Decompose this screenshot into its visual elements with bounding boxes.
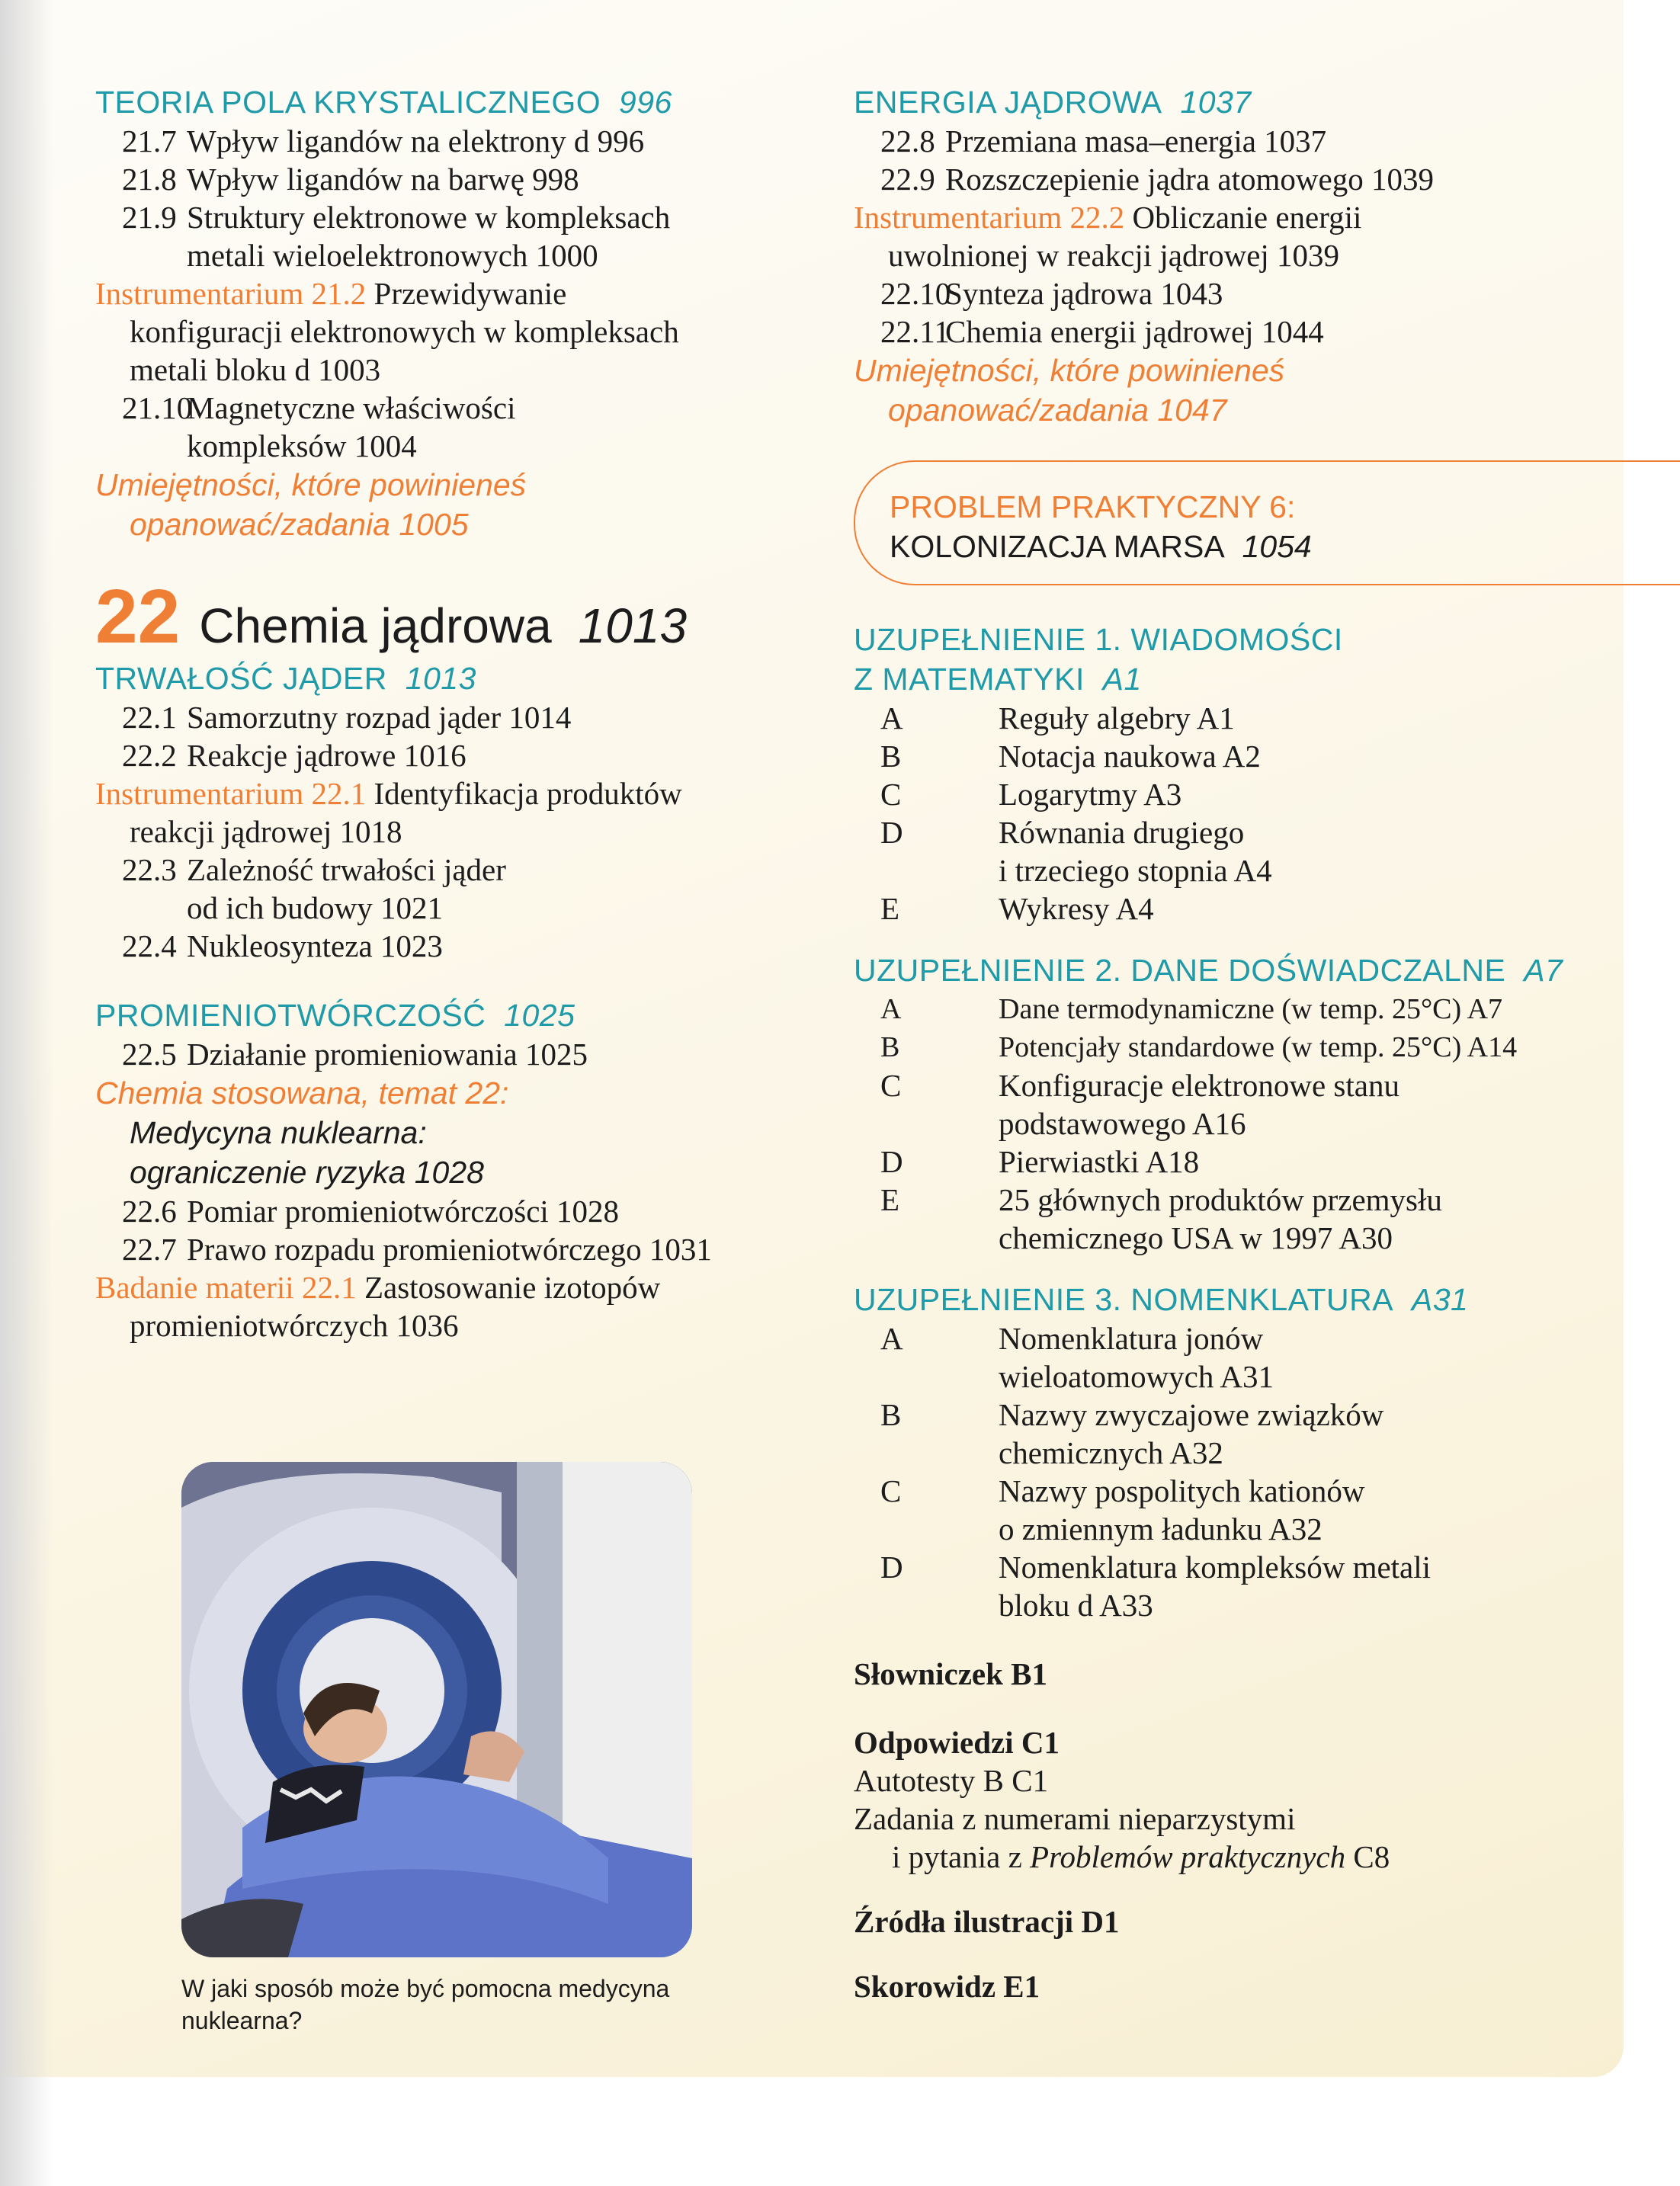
photo-caption: W jaki sposób może być pomocna medycyna nuklearna? (181, 1975, 670, 2034)
section-heading-crystal-field[interactable]: TEORIA POLA KRYSTALICZNEGO 996 (95, 85, 672, 120)
appendix-1-item-c[interactable]: C Logarytmy A3 (880, 777, 1182, 812)
toc-item-22-6[interactable]: 22.6 Pomiar promieniotwórczości 1028 (122, 1194, 620, 1229)
instrumentarium-22-2[interactable]: Instrumentarium 22.2 Obliczanie energii uwolnionej w reakcji jądrowej 1039 (854, 200, 1362, 273)
appendix-1-item-d[interactable]: D Równania drugiego i trzeciego stopnia A4 (880, 815, 1272, 888)
appendix-2-item-a[interactable]: A Dane termodynamiczne (w temp. 25°C) A7 (880, 993, 1503, 1025)
sources-entry[interactable]: Źródła ilustracji D1 (854, 1904, 1120, 1939)
appendix-1-heading[interactable]: UZUPEŁNIENIE 1. WIADOMOŚCI Z MATEMATYKI A1 (854, 622, 1343, 697)
appendix-3-item-d[interactable]: D Nomenklatura kompleksów metali bloku d A33 (880, 1550, 1432, 1623)
applied-chemistry-22[interactable]: Chemia stosowana, temat 22: Medycyna nuklearna: ograniczenie ryzyka 1028 (95, 1075, 509, 1190)
chapter-title: Chemia jądrowa (199, 598, 552, 653)
toc-item-21-8[interactable]: 21.8 Wpływ ligandów na barwę 998 (122, 162, 579, 197)
instrumentarium-21-2[interactable]: Instrumentarium 21.2 Przewidywanie konfiguracji elektronowych w kompleksach metali bloku d 1003 (95, 276, 679, 387)
appendix-3-item-c[interactable]: C Nazwy pospolitych kationów o zmiennym ładunku A32 (880, 1473, 1365, 1547)
nuclear-medicine-photo (181, 1462, 692, 1957)
appendix-1-item-b[interactable]: B Notacja naukowa A2 (880, 739, 1261, 774)
appendix-1-item-a[interactable]: A Reguły algebry A1 (880, 700, 1235, 736)
toc-item-22-1[interactable]: 22.1 Samorzutny rozpad jąder 1014 (122, 700, 572, 735)
appendix-2-item-b[interactable]: B Potencjały standardowe (w temp. 25°C) A14 (880, 1031, 1518, 1063)
appendix-2-heading[interactable]: UZUPEŁNIENIE 2. DANE DOŚWIADCZALNE A7 (854, 953, 1563, 988)
glossary-entry[interactable]: Słowniczek B1 (854, 1656, 1047, 1691)
chapter-22-heading[interactable] (95, 575, 797, 659)
section-heading-radioactivity[interactable]: PROMIENIOTWÓRCZOŚĆ 1025 (95, 998, 575, 1033)
toc-item-22-4[interactable]: 22.4 Nukleosynteza 1023 (122, 928, 443, 963)
odd-problems-entry[interactable]: Zadania z numerami nieparzystymi i pytania z Problemów praktycznych C8 (854, 1801, 1390, 1874)
toc-item-22-7[interactable]: 22.7 Prawo rozpadu promieniotwórczego 1031 (122, 1232, 712, 1267)
chapter-number: 22 (95, 574, 181, 659)
chapter-page: 1013 (578, 598, 688, 653)
toc-item-22-5[interactable]: 22.5 Działanie promieniowania 1025 (122, 1037, 588, 1072)
toc-item-22-9[interactable]: 22.9 Rozszczepienie jądra atomowego 1039 (880, 162, 1434, 197)
toc-list-21 (95, 122, 797, 274)
practical-problem-6-box[interactable] (854, 460, 1680, 585)
toc-item-22-3[interactable]: 22.3 Zależność trwałości jąder od ich budowy 1021 (122, 852, 506, 925)
section-heading-nuclear-energy[interactable]: ENERGIA JĄDROWA 1037 (854, 85, 1252, 120)
right-column (854, 82, 1585, 2005)
appendix-1-item-e[interactable]: E Wykresy A4 (880, 891, 1154, 926)
section-heading-nuclear-stability[interactable]: TRWAŁOŚĆ JĄDER 1013 (95, 661, 476, 696)
scanner-illustration (181, 1462, 692, 1957)
problem-subtitle: KOLONIZACJA MARSA 1054 (890, 529, 1312, 564)
appendix-3-item-a[interactable]: A Nomenklatura jonów wieloatomowych A31 (880, 1321, 1274, 1394)
toc-item-22-10[interactable]: 22.10 Synteza jądrowa 1043 (880, 276, 1223, 311)
toc-item-22-2[interactable]: 22.2 Reakcje jądrowe 1016 (122, 738, 466, 773)
appendix-2-item-d[interactable]: D Pierwiastki A18 (880, 1144, 1200, 1179)
selftests-entry[interactable]: Autotesty B C1 (854, 1763, 1049, 1798)
skills-exercises-21[interactable]: Umiejętności, które powinieneś opanować/zadania 1005 (95, 467, 527, 542)
toc-item-21-10[interactable]: 21.10 Magnetyczne właściwości kompleksów 1004 (122, 390, 516, 463)
skills-exercises-22[interactable]: Umiejętności, które powinieneś opanować/zadania 1047 (854, 353, 1285, 428)
problem-title: PROBLEM PRAKTYCZNY 6: (890, 489, 1296, 524)
instrumentarium-22-1[interactable]: Instrumentarium 22.1 Identyfikacja produktów reakcji jądrowej 1018 (95, 776, 682, 849)
appendix-2-item-e[interactable]: E 25 głównych produktów przemysłu chemicznego USA w 1997 A30 (880, 1182, 1442, 1255)
appendix-3-item-b[interactable]: B Nazwy zwyczajowe związków chemicznych A32 (880, 1397, 1384, 1470)
toc-item-22-11[interactable]: 22.11 Chemia energii jądrowej 1044 (880, 314, 1324, 349)
study-of-matter-22-1[interactable]: Badanie materii 22.1 Zastosowanie izotopów promieniotwórczych 1036 (95, 1270, 661, 1343)
appendix-3-heading[interactable]: UZUPEŁNIENIE 3. NOMENKLATURA A31 (854, 1282, 1469, 1317)
toc-item-21-9[interactable]: 21.9 Struktury elektronowe w kompleksach metali wieloelektronowych 1000 (122, 200, 671, 273)
appendix-2-item-c[interactable]: C Konfiguracje elektronowe stanu podstawowego A16 (880, 1068, 1399, 1141)
index-entry[interactable]: Skorowidz E1 (854, 1969, 1040, 2004)
toc-item-22-8[interactable]: 22.8 Przemiana masa–energia 1037 (880, 123, 1327, 159)
binding-shadow (0, 0, 53, 2186)
answers-entry[interactable]: Odpowiedzi C1 (854, 1725, 1060, 1760)
toc-item-21-7[interactable]: 21.7 Wpływ ligandów na elektrony d 996 (122, 123, 645, 159)
left-column (95, 82, 797, 1345)
